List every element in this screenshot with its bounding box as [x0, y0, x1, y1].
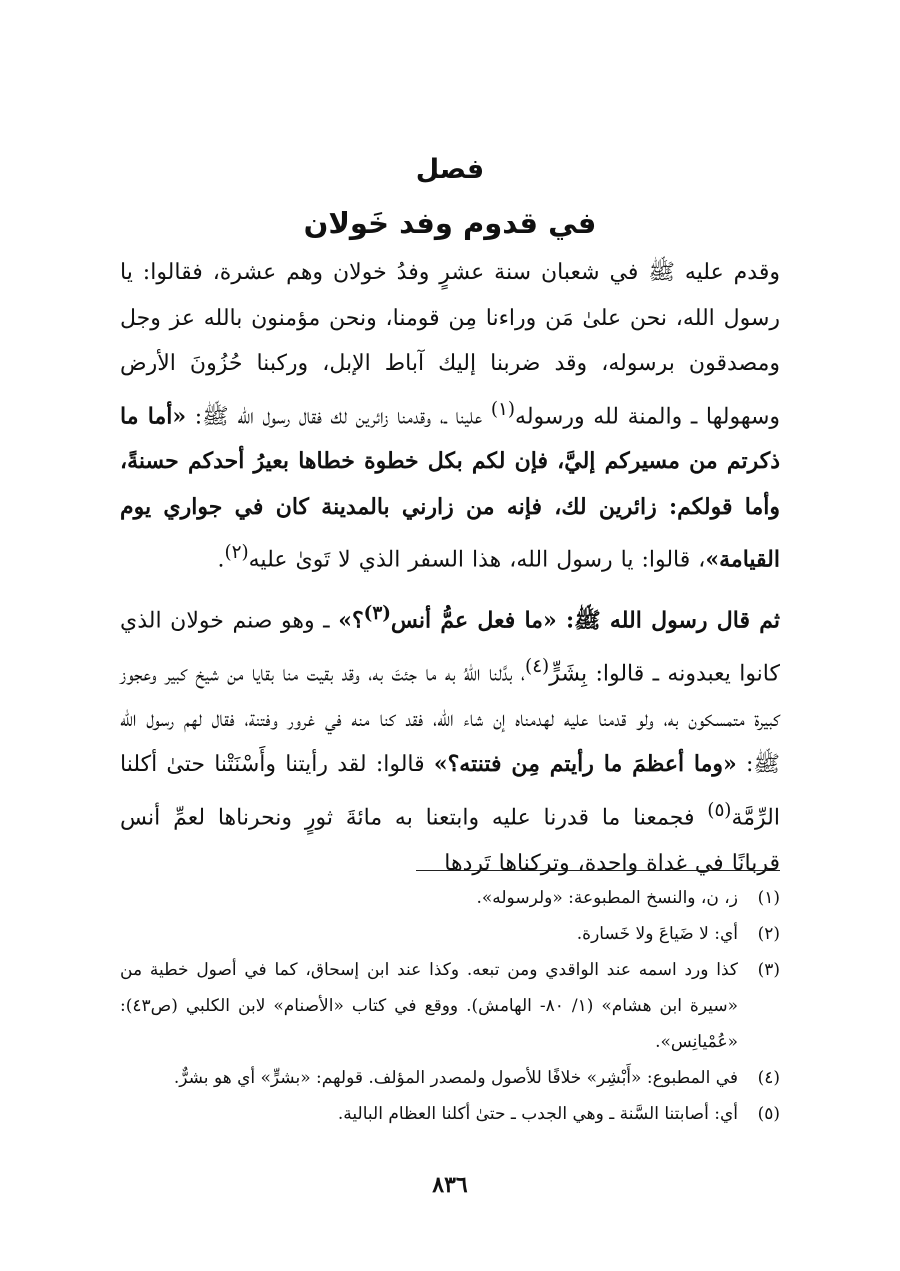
- paragraph-2: [120, 591, 780, 886]
- text-run: فجمعنا ما قدرنا عليه وابتعنا به مائةَ ثورٍ ونحرناها لعمِّ أنس قربانًا في غداة واحدة، وتركناها تَردها: [120, 805, 780, 876]
- footnote-item: [120, 880, 780, 916]
- prophetic-quote: «أما ما ذكرتم من مسيركم إليَّ، فإن لكم بكل خطوة خطاها بعيرُ أحدكم حسنةً، وأما قولكم: زائرين لك، فإنه من زارني بالمدينة كان في جواري يوم القيامة»: [120, 402, 780, 573]
- footnote-marker-3: (٣): [363, 603, 391, 625]
- footnote-item: [120, 952, 780, 1060]
- text-run: .: [217, 547, 225, 573]
- text-run: قالوا: لقد رأيتنا وأَسْنَتْنا حتىٰ أكلنا الرِّمَّة: [120, 752, 780, 831]
- footnote-item: [120, 1096, 780, 1132]
- footnote-number: (٥): [757, 1104, 780, 1124]
- section-heading: فصل: [415, 154, 485, 185]
- footnote-item: [120, 916, 780, 952]
- footnote-marker-5: (٥): [707, 799, 732, 821]
- footnote-item: [120, 1060, 780, 1096]
- footnote-number: (٣): [757, 960, 780, 980]
- footnote-marker-2: (٢): [224, 542, 249, 564]
- footnote-text: في المطبوع: «أَبْشِر» خلافًا للأصول ولمصدر المؤلف. قولهم: «بشرٍّ» أي هو بشرٌّ.: [173, 1068, 738, 1088]
- text-run: ، بدَّلنا اللهُ به ما جئتَ به، وقد بقيت منا بقايا من شيخ كبير وعجوز كبيرة متمسكون به، ولو قدمنا عليه لهدمناه إن شاء الله، فقد كنا منه في غرور وفتنة، فقال لهم رسول الله ﷺ:: [120, 661, 780, 778]
- paragraph-1: [120, 250, 780, 583]
- footnote-number: (٤): [757, 1068, 780, 1088]
- main-text: [120, 250, 780, 886]
- footnotes: [120, 880, 780, 1132]
- prophetic-quote: ثم قال رسول الله ﷺ: «ما فعل عمُّ أنس: [390, 607, 780, 634]
- text-run: ـ وهو صنم خولان الذي كانوا يعبدونه ـ قالوا: بِشَرٍّ: [120, 608, 780, 687]
- chapter-title: في قدوم وفد خَولان: [303, 206, 597, 240]
- text-run: وقدم عليه ﷺ في شعبان سنة عشرٍ وفدُ خولان وهم عشرة، فقالوا: يا رسول الله، نحن علىٰ مَن وراءنا مِن قومنا، ونحن مؤمنون بالله عز وجل ومصدقون برسوله، وقد ضربنا إليك آباط الإبل، وركبنا حُزُونَ الأرض وسهولها ـ والمنة لله ورسوله: [120, 260, 781, 429]
- footnote-marker-1: (١): [490, 398, 516, 420]
- footnote-text: أي: لا ضَياعَ ولا خَسارة.: [576, 924, 738, 944]
- prophetic-quote: «وما أعظمَ ما رأيتم مِن فتنته؟»: [433, 751, 737, 778]
- footnote-text: كذا ورد اسمه عند الواقدي ومن تبعه. وكذا عند ابن إسحاق، كما في أصول خطية من «سيرة ابن هشام» (١/ ٨٠- الهامش). ووقع في كتاب «الأصنام» لابن الكلبي (ص٤٣): «عُمْيانِس».: [120, 960, 738, 1052]
- page-number: ٨٣٦: [432, 1172, 468, 1198]
- footnote-number: (١): [757, 888, 780, 908]
- footnote-divider: [416, 870, 780, 871]
- footnote-marker-4: (٤): [525, 655, 550, 677]
- text-run: علينا ـ، وقدمنا زائرين لك فقال رسول الله ﷺ:: [186, 403, 491, 429]
- footnote-number: (٢): [757, 924, 780, 944]
- prophetic-quote: ؟»: [338, 607, 364, 634]
- footnote-text: أي: أصابتنا السَّنة ـ وهي الجدب ـ حتىٰ أكلنا العظام البالية.: [337, 1104, 738, 1124]
- footnote-text: ز، ن، والنسخ المطبوعة: «ولرسوله».: [476, 888, 738, 908]
- text-run: ، قالوا: يا رسول الله، هذا السفر الذي لا تَوىٰ عليه: [248, 547, 706, 573]
